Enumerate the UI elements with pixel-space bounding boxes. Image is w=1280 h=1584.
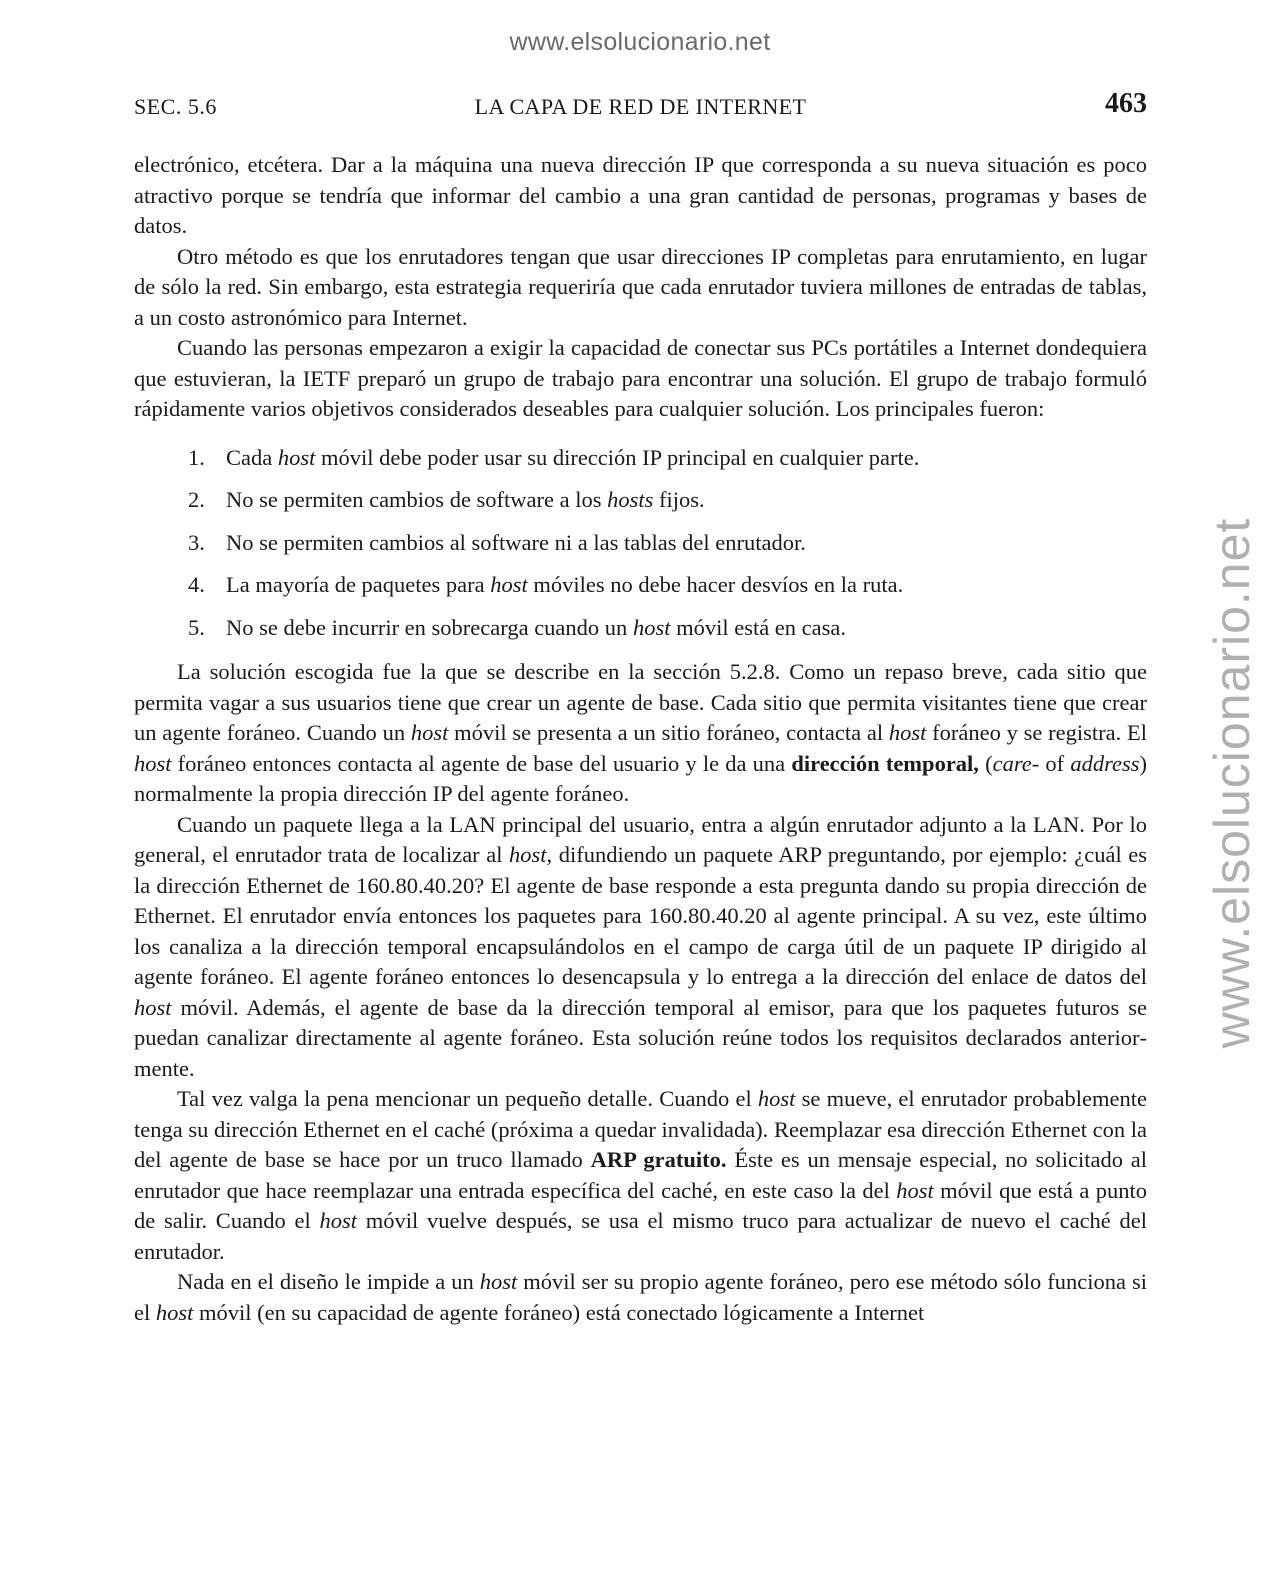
paragraph: Otro método es que los enrutadores tengan que usar direcciones IP completas para enrutamiento, en lugar de sólo la red. Sin embargo, esta estrategia requeriría que cada enrutador tuviera millones de entradas de tablas, a un costo astronómico para Internet. — [134, 243, 1147, 330]
paragraph: La solución escogida fue la que se describe en la sección 5.2.8. Como un repaso breve, cada sitio que permita vagar a sus usuarios tiene que crear un agente de base. Cada sitio que permita visitantes tiene que crear un agente foráneo. Cuando un host móvil se presenta a un sitio foráneo, contacta al host foráneo y se registra. El host foráneo entonces contacta al agente de base del usuario y le da una dirección temporal, (care- of address) normalmente la propia dirección IP del agente foráneo. — [134, 659, 1147, 806]
list-item: 4. La mayoría de paquetes para host móviles no debe hacer desvíos en la ruta. — [188, 572, 904, 597]
list-item: 1. Cada host móvil debe poder usar su dirección IP principal en cualquier parte. — [188, 444, 920, 470]
chapter-title: LA CAPA DE RED DE INTERNET — [474, 94, 807, 119]
paragraph: Tal vez valga la pena mencionar un pequeño detalle. Cuando el host se mueve, el enrutador probablemente tenga su dirección Ethernet en el caché (próxima a quedar invalidada). Reemplazar esa dirección Ethernet con la del agente de base se hace por un truco llamado ARP gratuito. Éste es un mensaje especial, no solicitado al enrutador que hace reemplazar una entrada específica del caché, en este caso la del host móvil que está a punto de salir. Cuando el host móvil vuelve después, se usa el mismo truco para actualizar de nuevo el caché del enrutador. — [134, 1086, 1147, 1264]
running-head — [134, 88, 1147, 122]
watermark-side: www.elsolucionario.net — [1204, 517, 1260, 1049]
list-item: 3. No se permiten cambios al software ni a las tablas del enrutador. — [188, 529, 806, 555]
list-item: 5. No se debe incurrir en sobrecarga cuando un host móvil está en casa. — [188, 614, 847, 640]
objectives-list — [134, 443, 1147, 644]
watermark-top: www.elsolucionario.net — [509, 28, 771, 56]
paragraph: electrónico, etcétera. Dar a la máquina una nueva dirección IP que corresponda a su nueva situación es poco atractivo porque se tendría que informar del cambio a una gran cantidad de personas, programas y bases de datos. — [134, 152, 1147, 238]
body-text — [134, 150, 1147, 1328]
list-item: 2. No se permiten cambios de software a los hosts fijos. — [188, 487, 705, 512]
paragraph: Nada en el diseño le impide a un host móvil ser su propio agente foráneo, pero ese método sólo funciona si el host móvil (en su capacidad de agente foráneo) está conectado lógicamente a Internet — [134, 1269, 1147, 1325]
page-number: 463 — [1105, 88, 1147, 119]
section-label: SEC. 5.6 — [134, 94, 217, 119]
paragraph: Cuando las personas empezaron a exigir la capacidad de conectar sus PCs portátiles a Internet dondequiera que estuvieran, la IETF preparó un grupo de trabajo para encontrar una solución. El grupo de trabajo formuló rápidamente varios objetivos considerados deseables para cualquier solución. Los principales fueron: — [134, 335, 1147, 421]
paragraph: Cuando un paquete llega a la LAN principal del usuario, entra a algún enrutador adjunto a la LAN. Por lo general, el enrutador trata de localizar al host, difundiendo un paquete ARP preguntando, por ejemplo: ¿cuál es la dirección Ethernet de 160.80.40.20? El agente de base responde a esta pregunta dando su propia dirección de Ethernet. El enrutador envía entonces los paquetes para 160.80.40.20 al agente principal. A su vez, este último los canaliza a la dirección temporal encapsulándolos en el campo de carga útil de un paquete IP dirigido al agente foráneo. El agente foráneo entonces lo desencapsula y lo entrega a la dirección del enlace de datos del host móvil. Además, el agente de base da la dirección temporal al emisor, para que los paquetes futuros se puedan canalizar directamente al agente foráneo. Esta solución reúne todos los requisitos declarados anteriormente. — [134, 811, 1147, 1081]
